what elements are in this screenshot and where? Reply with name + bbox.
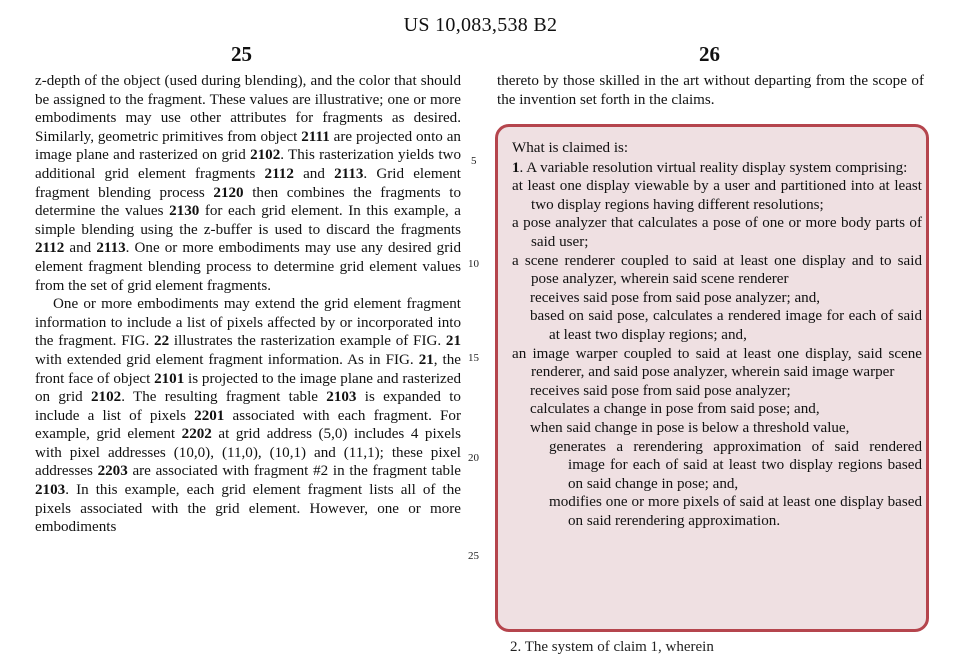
column-number-right: 26 (699, 42, 720, 66)
claim-element-display: at least one display viewable by a user and partitioned into at least two display regions having different resolutions; (512, 178, 922, 213)
text-run: then combines the fragments to determine the values (35, 184, 462, 220)
claim-1-number: 1 (512, 159, 520, 176)
claims-text (512, 139, 922, 530)
right-intro-text: thereto by those skilled in the art without departing from the scope of the invention set forth in the claims. (497, 73, 924, 108)
claim-warper-step-threshold: when said change in pose is below a threshold value, (530, 419, 850, 436)
claim-scene-step-receive: receives said pose from said pose analyzer; and, (530, 289, 821, 306)
reference-numeral: 2201 (194, 407, 225, 424)
reference-numeral: 2112 (35, 240, 65, 257)
text-run: illustrates the rasterization example of FIG. (169, 333, 446, 350)
reference-numeral: 2112 (264, 165, 294, 182)
text-run: are associated with fragment #2 in the fragment table (127, 463, 461, 480)
claim-element-image-warper: an image warper coupled to said at least one display, said scene renderer, and said pose analyzer, wherein said image warper (512, 345, 922, 381)
text-run: . Grid element fragment blending process (35, 165, 461, 201)
text-run: . This rasterization yields two additional grid element fragments (35, 147, 461, 182)
claim-1-preamble: . A variable resolution virtual reality display system comprising: (519, 159, 908, 176)
reference-numeral: 2113 (334, 165, 364, 182)
line-number-25: 25 (468, 550, 479, 562)
text-run: , the front face of object (35, 351, 461, 387)
reference-numeral: 2113 (96, 240, 126, 257)
reference-numeral: 21 (445, 333, 461, 350)
reference-numeral: 2203 (97, 463, 128, 480)
left-column-text (35, 72, 461, 537)
reference-numeral: 21 (418, 351, 434, 368)
text-run: with extended grid element fragment information. As in FIG. (35, 351, 419, 368)
reference-numeral: 2103 (326, 389, 357, 406)
column-number-left: 25 (231, 42, 252, 66)
text-run: One or more embodiments may extend the grid element fragment information to include a list of pixels affected by or incorporated into the fragment. FIG. (35, 296, 461, 350)
text-run: is expanded to include a list of pixels (35, 389, 461, 424)
claim-warper-substep-generate: generates a rerendering approximation of said rendered image for each of said at least two display regions based on said change in pose; and, (549, 438, 922, 492)
reference-numeral: 2101 (154, 370, 185, 387)
text-run: are projected onto an image plane and rasterized on grid (35, 128, 461, 164)
claim-warper-substep-modify: modifies one or more pixels of said at least one display based on said rerendering approximation. (549, 494, 922, 529)
text-run: z-depth of the object (used during blending), and the color that should be assigned to the fragment. These values are illustrative; one or more embodiments may use other attributes for fragments as desired. Similarly, geometric primitives from object (35, 73, 461, 145)
text-run: at grid address (5,0) includes 4 pixels with pixel addresses (10,0), (11,0), (10,1) and (11,1); these pixel addresses (35, 426, 461, 480)
reference-numeral: 2202 (181, 426, 212, 443)
text-run: . In this example, each grid element fragment lists all of the pixels associated with the grid element. However, one or more embodiments (35, 482, 461, 536)
paragraph-blending (35, 72, 461, 295)
text-run: is projected to the image plane and rasterized on grid (35, 370, 461, 406)
reference-numeral: 2130 (169, 203, 200, 220)
claim-warper-step-receive: receives said pose from said pose analyzer; (530, 382, 791, 399)
line-number-15: 15 (468, 352, 479, 364)
text-run: for each grid element. In this example, a simple blending using the z-buffer is used to discard the fragments (35, 203, 461, 238)
claim-scene-step-calculate: based on said pose, calculates a rendered image for each of said at least two display regions; and, (530, 308, 922, 343)
reference-numeral: 2103 (35, 482, 66, 499)
claim-element-pose-analyzer: a pose analyzer that calculates a pose of one or more body parts of said user; (512, 215, 922, 250)
claims-highlight-box (495, 124, 929, 632)
reference-numeral: 2102 (250, 147, 281, 164)
reference-numeral: 22 (154, 333, 170, 350)
claim-warper-step-change: calculates a change in pose from said pose; and, (530, 401, 820, 418)
claims-title: What is claimed is: (512, 140, 629, 156)
text-run: . One or more embodiments may use any desired grid element fragment blending process to determine grid element values from the set of grid element fragments. (35, 240, 461, 294)
line-number-5: 5 (471, 155, 477, 167)
line-number-10: 10 (468, 258, 479, 270)
reference-numeral: 2102 (91, 389, 122, 406)
paragraph-pixel-list (35, 295, 461, 537)
text-run: . The resulting fragment table (121, 389, 327, 406)
next-claim-cutoff: 2. The system of claim 1, wherein (510, 639, 714, 655)
line-number-20: 20 (468, 452, 479, 464)
claim-1-lead (512, 159, 922, 178)
text-run: and (293, 165, 335, 182)
text-run: associated with each fragment. For example, grid element (35, 407, 462, 443)
claim-element-scene-renderer: a scene renderer coupled to said at least one display and to said pose analyzer, wherein said scene renderer (512, 252, 922, 288)
reference-numeral: 2111 (301, 128, 330, 145)
patent-number: US 10,083,538 B2 (403, 14, 558, 36)
text-run: and (64, 240, 97, 257)
reference-numeral: 2120 (213, 184, 244, 201)
